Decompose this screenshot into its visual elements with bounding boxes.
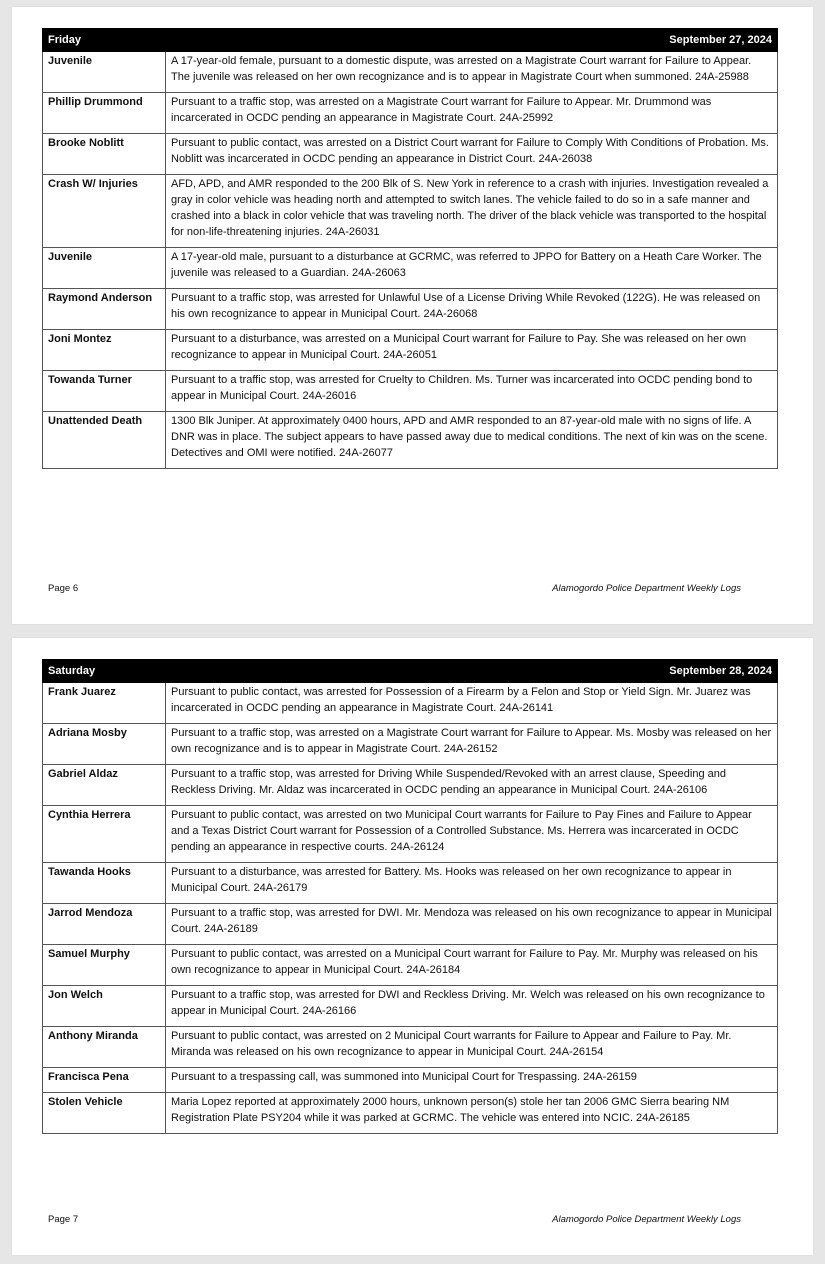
log-entry-row (43, 765, 778, 806)
entry-description: Maria Lopez reported at approximately 2000 hours, unknown person(s) stole her tan 2006 GMC Sierra bearing NM Registration Plate PSY204 while it was parked at GCRMC. The vehicle was entered into NCIC. 24A-26185 (166, 1093, 778, 1134)
entry-description: Pursuant to public contact, was arrested on 2 Municipal Court warrants for Failure to Appear and Failure to Pay. Mr. Miranda was released on his own recognizance to appear in Municipal Court. 24A-26154 (166, 1027, 778, 1068)
log-entry-row (43, 330, 778, 371)
entry-description: Pursuant to a traffic stop, was arrested on a Magistrate Court warrant for Failure to Appear. Ms. Mosby was released on her own recognizance and is to appear in Magistrate Court. 24A-26152 (166, 724, 778, 765)
entry-subject: Jon Welch (43, 986, 166, 1027)
entry-subject: Brooke Noblitt (43, 134, 166, 175)
log-entry-row (43, 1068, 778, 1093)
entry-subject: Phillip Drummond (43, 93, 166, 134)
day-label: Saturday (43, 660, 166, 683)
entry-subject: Tawanda Hooks (43, 863, 166, 904)
log-entry-row (43, 945, 778, 986)
log-rows (43, 52, 778, 469)
entry-description: A 17-year-old female, pursuant to a domestic dispute, was arrested on a Magistrate Court warrant for Failure to Appear. The juvenile was released on her own recognizance and is to appear in Magistrate Court when summoned. 24A-25988 (166, 52, 778, 93)
entry-subject: Unattended Death (43, 412, 166, 469)
entry-description: Pursuant to a traffic stop, was arrested for Unlawful Use of a License Driving While Revoked (122G). He was released on his own recognizance to appear in Municipal Court. 24A-26068 (166, 289, 778, 330)
entry-subject: Samuel Murphy (43, 945, 166, 986)
log-entry-row (43, 93, 778, 134)
entry-description: Pursuant to public contact, was arrested for Possession of a Firearm by a Felon and Stop or Yield Sign. Mr. Juarez was incarcerated in OCDC pending an appearance in Magistrate Court. 24A-26141 (166, 683, 778, 724)
page-number: Page 7 (48, 1214, 79, 1225)
entry-description: Pursuant to a trespassing call, was summoned into Municipal Court for Trespassing. 24A-26159 (166, 1068, 778, 1093)
entry-description: Pursuant to a traffic stop, was arrested for Cruelty to Children. Ms. Turner was incarcerated into OCDC pending bond to appear in Municipal Court. 24A-26016 (166, 371, 778, 412)
log-entry-row (43, 175, 778, 248)
log-entry-row (43, 134, 778, 175)
date-label: September 28, 2024 (166, 660, 778, 683)
entry-description: Pursuant to a disturbance, was arrested for Battery. Ms. Hooks was released on her own recognizance to appear in Municipal Court. 24A-26179 (166, 863, 778, 904)
entry-subject: Raymond Anderson (43, 289, 166, 330)
entry-description: Pursuant to a traffic stop, was arrested on a Magistrate Court warrant for Failure to Appear. Mr. Drummond was incarcerated in OCDC pending an appearance in Magistrate Court. 24A-25992 (166, 93, 778, 134)
entry-subject: Crash W/ Injuries (43, 175, 166, 248)
log-table-saturday (42, 659, 778, 1134)
entry-subject: Joni Montez (43, 330, 166, 371)
entry-subject: Jarrod Mendoza (43, 904, 166, 945)
entry-description: Pursuant to public contact, was arrested on a District Court warrant for Failure to Comply With Conditions of Probation. Ms. Noblitt was incarcerated in OCDC pending an appearance in District Court. 24A-26038 (166, 134, 778, 175)
log-entry-row (43, 1027, 778, 1068)
entry-description: 1300 Blk Juniper. At approximately 0400 hours, APD and AMR responded to an 87-year-old male with no signs of life. A DNR was in place. The subject appears to have passed away due to medical conditions. The next of kin was on the scene. Detectives and OMI were notified. 24A-26077 (166, 412, 778, 469)
entry-subject: Towanda Turner (43, 371, 166, 412)
log-entry-row (43, 412, 778, 469)
day-header-row (43, 29, 778, 52)
date-label: September 27, 2024 (166, 29, 778, 52)
entry-subject: Anthony Miranda (43, 1027, 166, 1068)
entry-subject: Cynthia Herrera (43, 806, 166, 863)
log-page-saturday (12, 638, 813, 1255)
department-footer: Alamogordo Police Department Weekly Logs (552, 1214, 741, 1225)
log-entry-row (43, 683, 778, 724)
entry-subject: Adriana Mosby (43, 724, 166, 765)
entry-description: Pursuant to a disturbance, was arrested on a Municipal Court warrant for Failure to Pay. She was released on her own recognizance to appear in Municipal Court. 24A-26051 (166, 330, 778, 371)
log-table-friday (42, 28, 778, 469)
log-rows (43, 683, 778, 1134)
log-entry-row (43, 904, 778, 945)
log-page-friday (12, 7, 813, 624)
log-entry-row (43, 724, 778, 765)
day-label: Friday (43, 29, 166, 52)
log-entry-row (43, 371, 778, 412)
entry-subject: Frank Juarez (43, 683, 166, 724)
entry-description: Pursuant to public contact, was arrested on two Municipal Court warrants for Failure to Pay Fines and Failure to Appear and a Texas District Court warrant for Possession of a Controlled Substance. Ms. Herrera was incarcerated in OCDC pending an appearance in respective courts. 24A-26124 (166, 806, 778, 863)
entry-description: Pursuant to a traffic stop, was arrested for DWI. Mr. Mendoza was released on his own recognizance to appear in Municipal Court. 24A-26189 (166, 904, 778, 945)
log-entry-row (43, 986, 778, 1027)
entry-description: AFD, APD, and AMR responded to the 200 Blk of S. New York in reference to a crash with injuries. Investigation revealed a gray in color vehicle was heading north and attempted to switch lanes. The vehicle failed to do so in a safe manner and crashed into a black in color vehicle that was traveling north. The driver of the black vehicle was transported to the hospital for non-life-threatening injuries. 24A-26031 (166, 175, 778, 248)
entry-description: Pursuant to a traffic stop, was arrested for Driving While Suspended/Revoked with an arrest clause, Speeding and Reckless Driving. Mr. Aldaz was incarcerated in OCDC pending an appearance in Municipal Court. 24A-26106 (166, 765, 778, 806)
log-entry-row (43, 52, 778, 93)
entry-description: Pursuant to a traffic stop, was arrested for DWI and Reckless Driving. Mr. Welch was released on his own recognizance to appear in Municipal Court. 24A-26166 (166, 986, 778, 1027)
entry-subject: Stolen Vehicle (43, 1093, 166, 1134)
entry-description: A 17-year-old male, pursuant to a disturbance at GCRMC, was referred to JPPO for Battery on a Heath Care Worker. The juvenile was released to a Guardian. 24A-26063 (166, 248, 778, 289)
log-entry-row (43, 289, 778, 330)
page-number: Page 6 (48, 583, 79, 594)
department-footer: Alamogordo Police Department Weekly Logs (552, 583, 741, 594)
entry-description: Pursuant to public contact, was arrested on a Municipal Court warrant for Failure to Pay. Mr. Murphy was released on his own recognizance to appear in Municipal Court. 24A-26184 (166, 945, 778, 986)
entry-subject: Juvenile (43, 52, 166, 93)
entry-subject: Juvenile (43, 248, 166, 289)
log-entry-row (43, 1093, 778, 1134)
day-header-row (43, 660, 778, 683)
entry-subject: Francisca Pena (43, 1068, 166, 1093)
log-entry-row (43, 248, 778, 289)
entry-subject: Gabriel Aldaz (43, 765, 166, 806)
log-entry-row (43, 806, 778, 863)
log-entry-row (43, 863, 778, 904)
